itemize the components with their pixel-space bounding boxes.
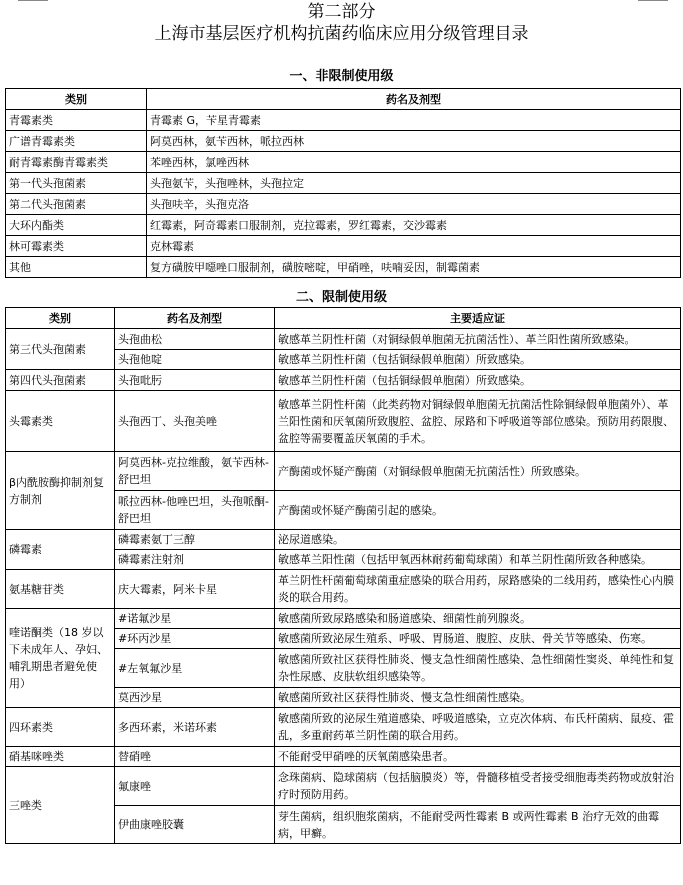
table-row (6, 767, 681, 806)
cell-indication: 革兰阴性杆菌葡萄球菌重症感染的联合用药，尿路感染的二线用药，感染性心内膜炎的联合用药。 (275, 570, 681, 609)
column-header-category: 类别 (6, 89, 147, 110)
column-header-drug: 药名及剂型 (147, 89, 681, 110)
cell-indication: 敏感革兰阴性杆菌（此类药物对铜绿假单胞菌无抗菌活性除铜绿假单胞菌外）、革兰阳性菌和厌氧菌所致腹腔、盆腔、尿路和下呼吸道等部位感染。预防用药限腹、盆腔等需要覆盖厌氧菌的手术。 (275, 391, 681, 452)
cell-indication: 敏感菌所致社区获得性肺炎、慢支急性细菌性感染。 (275, 688, 681, 708)
cell-category: 头霉素类 (6, 391, 115, 452)
cell-indication: 芽生菌病，组织胞浆菌病，不能耐受两性霉素 B 或两性霉素 B 治疗无效的曲霉病，甲癣。 (275, 806, 681, 844)
table-row (6, 110, 681, 131)
cell-category: 第四代头孢菌素 (6, 370, 115, 391)
column-header-drug: 药名及剂型 (115, 308, 275, 329)
cell-drug: 磷霉素注射剂 (115, 550, 275, 570)
cell-indication: 泌尿道感染。 (275, 530, 681, 550)
cell-category: 磷霉素 (6, 530, 115, 570)
table-row (6, 530, 681, 550)
cell-category: 第二代头孢菌素 (6, 194, 147, 215)
cell-drug: 阿莫西林-克拉维酸，氨苄西林-舒巴坦 (115, 452, 275, 491)
column-header-category: 类别 (6, 308, 115, 329)
section2-heading: 二、限制使用级 (295, 290, 387, 305)
cell-drug: 复方磺胺甲噁唑口服制剂，磺胺嘧啶，甲硝唑，呋喃妥因，制霉菌素 (147, 257, 681, 278)
table-row (6, 257, 681, 278)
cell-drug: 庆大霉素，阿米卡星 (115, 570, 275, 609)
cell-category: 第三代头孢菌素 (6, 329, 115, 370)
table-row (6, 570, 681, 609)
cell-drug: 头孢曲松 (115, 329, 275, 350)
cell-drug: 头孢氨苄，头孢唑林，头孢拉定 (147, 173, 681, 194)
table-row (6, 131, 681, 152)
cell-drug: 头孢呋辛，头孢克洛 (147, 194, 681, 215)
cell-indication: 敏感菌所致泌尿生殖系、呼吸、胃肠道、腹腔、皮肤、骨关节等感染、伤寒。 (275, 629, 681, 649)
cell-indication: 敏感菌所致的泌尿生殖道感染、呼吸道感染，立克次体病、布氏杆菌病、鼠疫、霍乱，多重耐药革兰阴性菌的联合用药。 (275, 708, 681, 747)
table-row (6, 708, 681, 747)
table-row (6, 391, 681, 452)
cell-indication: 念珠菌病、隐球菌病（包括脑膜炎）等，骨髓移植受者接受细胞毒类药物或放射治疗时预防用药。 (275, 767, 681, 806)
restricted-table (5, 307, 681, 844)
cell-drug: 克林霉素 (147, 236, 681, 257)
cell-drug: 哌拉西林-他唑巴坦，头孢哌酮-舒巴坦 (115, 491, 275, 530)
cell-drug: 头孢吡肟 (115, 370, 275, 391)
cell-category: β内酰胺酶抑制剂复方制剂 (6, 452, 115, 530)
table-row (6, 452, 681, 491)
cell-indication: 敏感菌所致社区获得性肺炎、慢支急性细菌性感染、急性细菌性窦炎、单纯性和复杂性尿感、皮肤软组织感染等。 (275, 649, 681, 688)
non-restricted-table (5, 88, 681, 278)
table-row (6, 329, 681, 350)
cell-drug: 莫西沙星 (115, 688, 275, 708)
cell-drug: #环丙沙星 (115, 629, 275, 649)
cell-drug: #左氧氟沙星 (115, 649, 275, 688)
table-row (6, 215, 681, 236)
table-row (6, 747, 681, 767)
cell-category: 硝基咪唑类 (6, 747, 115, 767)
cell-drug: 替硝唑 (115, 747, 275, 767)
cell-indication: 敏感菌所致尿路感染和肠道感染、细菌性前列腺炎。 (275, 609, 681, 629)
cell-category: 青霉素类 (6, 110, 147, 131)
table-row (6, 370, 681, 391)
table-header-row (6, 308, 681, 329)
cell-indication: 产酶菌或怀疑产酶菌引起的感染。 (275, 491, 681, 530)
cell-indication: 敏感革兰阴性杆菌（包括铜绿假单胞菌）所致感染。 (275, 370, 681, 391)
table-row (6, 173, 681, 194)
cell-drug: #诺氟沙星 (115, 609, 275, 629)
table-header-row (6, 89, 681, 110)
cell-drug: 头孢他啶 (115, 350, 275, 370)
cell-indication: 敏感革兰阴性杆菌（对铜绿假单胞菌无抗菌活性）、革兰阳性菌所致感染。 (275, 329, 681, 350)
table-row (6, 236, 681, 257)
cell-indication: 不能耐受甲硝唑的厌氧菌感染患者。 (275, 747, 681, 767)
table-row (6, 194, 681, 215)
cell-drug: 伊曲康唑胶囊 (115, 806, 275, 844)
top-edge-line-right (638, 0, 668, 1)
top-edge-line-left (18, 0, 48, 1)
cell-drug: 氟康唑 (115, 767, 275, 806)
cell-drug: 阿莫西林，氨苄西林，哌拉西林 (147, 131, 681, 152)
cell-drug: 多西环素，米诺环素 (115, 708, 275, 747)
cell-category: 三唑类 (6, 767, 115, 844)
cell-category: 大环内酯类 (6, 215, 147, 236)
table-row (6, 152, 681, 173)
part-label: 第二部分 (307, 2, 376, 22)
table-row (6, 609, 681, 629)
cell-drug: 头孢西丁、头孢美唑 (115, 391, 275, 452)
cell-category: 林可霉素类 (6, 236, 147, 257)
cell-drug: 苯唑西林，氯唑西林 (147, 152, 681, 173)
cell-drug: 红霉素，阿奇霉素口服制剂，克拉霉素，罗红霉素，交沙霉素 (147, 215, 681, 236)
cell-drug: 磷霉素氨丁三醇 (115, 530, 275, 550)
column-header-indication: 主要适应证 (275, 308, 681, 329)
cell-category: 喹诺酮类（18 岁以下未成年人、孕妇、哺乳期患者避免使用） (6, 609, 115, 708)
section1-heading: 一、非限制使用级 (289, 69, 394, 84)
cell-category: 四环素类 (6, 708, 115, 747)
cell-category: 其他 (6, 257, 147, 278)
cell-category: 氨基糖苷类 (6, 570, 115, 609)
cell-indication: 敏感革兰阳性菌（包括甲氧西林耐药葡萄球菌）和革兰阴性菌所致各种感染。 (275, 550, 681, 570)
cell-category: 广谱青霉素类 (6, 131, 147, 152)
cell-drug: 青霉素 G，苄星青霉素 (147, 110, 681, 131)
cell-category: 耐青霉素酶青霉素类 (6, 152, 147, 173)
cell-category: 第一代头孢菌素 (6, 173, 147, 194)
cell-indication: 敏感革兰阴性杆菌（包括铜绿假单胞菌）所致感染。 (275, 350, 681, 370)
document-title: 上海市基层医疗机构抗菌药临床应用分级管理目录 (154, 24, 529, 44)
cell-indication: 产酶菌或怀疑产酶菌（对铜绿假单胞菌无抗菌活性）所致感染。 (275, 452, 681, 491)
